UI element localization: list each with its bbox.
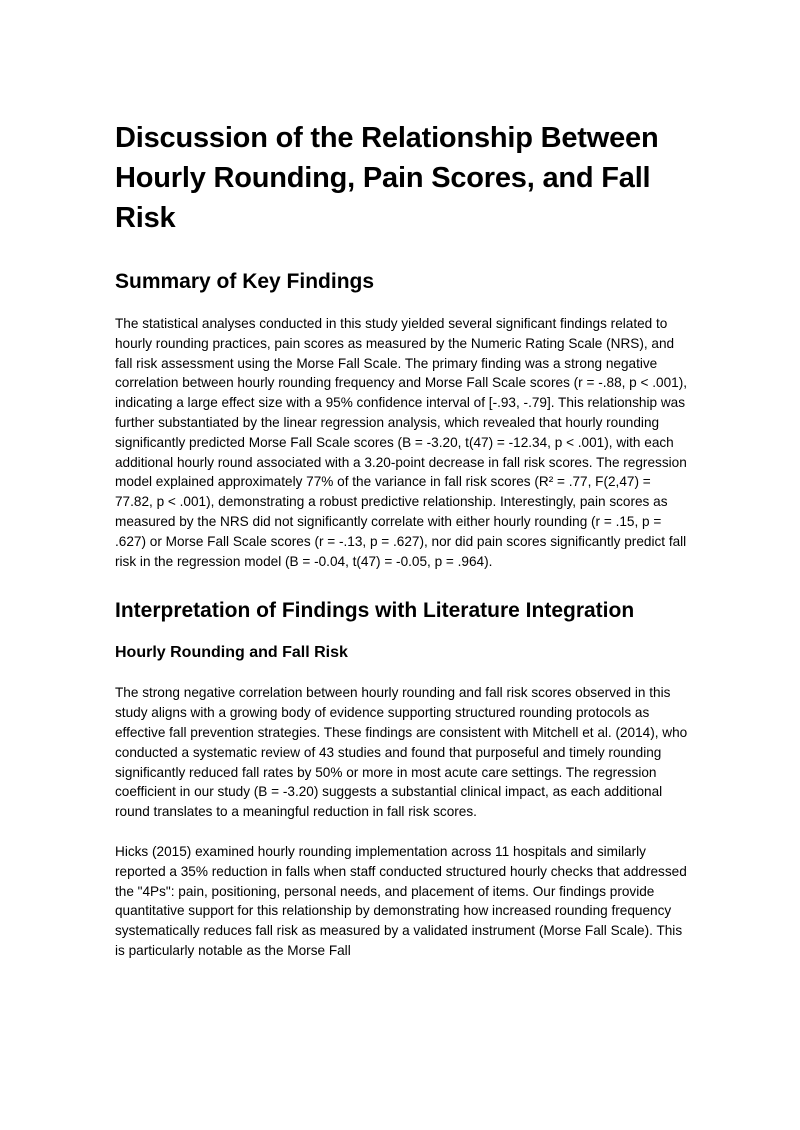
document-title: Discussion of the Relationship Between Hourly Rounding, Pain Scores, and Fall Risk: [115, 122, 659, 234]
section-interpretation-of-findings: [115, 597, 690, 960]
document-page: [115, 118, 690, 981]
section-heading: Interpretation of Findings with Literature Integration: [115, 599, 635, 623]
paragraph: The strong negative correlation between hourly rounding and fall risk scores observed in this study aligns with a growing body of evidence supporting structured rounding protocols as effective fall prevention strategies. These findings are consistent with Mitchell et al. (2014), who conducted a systematic review of 43 studies and found that purposeful and timely rounding significantly reduced fall rates by 50% or more in most acute care settings. The regression coefficient in our study (B = -3.20) suggests a substantial clinical impact, as each additional round translates to a meaningful reduction in fall risk scores.: [115, 685, 688, 820]
paragraph: The statistical analyses conducted in this study yielded several significant findings related to hourly rounding practices, pain scores as measured by the Numeric Rating Scale (NRS), and fall risk assessment using the Morse Fall Scale. The primary finding was a strong negative correlation between hourly rounding frequency and Morse Fall Scale scores (r = -.88, p < .001), indicating a large effect size with a 95% confidence interval of [-.93, -.79]. This relationship was further substantiated by the linear regression analysis, which revealed that hourly rounding significantly predicted Morse Fall Scale scores (B = -3.20, t(47) = -12.34, p < .001), with each additional hourly round associated with a 3.20-point decrease in fall risk scores. The regression model explained approximately 77% of the variance in fall risk scores (R² = .77, F(2,47) = 77.82, p < .001), demonstrating a robust predictive relationship. Interestingly, pain scores as measured by the NRS did not significantly correlate with either hourly rounding (r = .15, p = .627) or Morse Fall Scale scores (r = -.13, p = .627), nor did pain scores significantly predict fall risk in the regression model (B = -0.04, t(47) = -0.05, p = .964).: [115, 316, 687, 569]
subsection-heading: Hourly Rounding and Fall Risk: [115, 644, 348, 662]
section-summary-of-key-findings: [115, 268, 690, 571]
section-heading: Summary of Key Findings: [115, 270, 375, 293]
subsection-hourly-rounding-and-fall-risk: [115, 643, 690, 960]
paragraph: Hicks (2015) examined hourly rounding implementation across 11 hospitals and similarly reported a 35% reduction in falls when staff conducted structured hourly checks that addressed the "4Ps": pain, positioning, personal needs, and placement of items. Our findings provide quantitative support for this relationship by demonstrating how increased rounding frequency systematically reduces fall risk as measured by a validated instrument (Morse Fall Scale). This is particularly notable as the Morse Fall: [115, 843, 687, 958]
